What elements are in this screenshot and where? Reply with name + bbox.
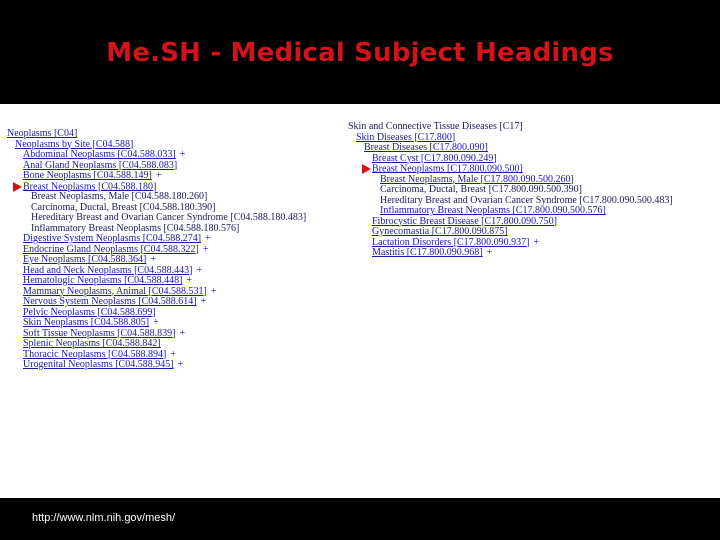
tree-node-label[interactable]: Anal Gland Neoplasms [C04.588.083] (23, 160, 178, 171)
expand-plus-icon[interactable]: + (205, 234, 211, 244)
mesh-tree-panel (0, 104, 720, 498)
expand-plus-icon[interactable]: + (533, 237, 540, 248)
skin-diseases-tree (348, 122, 720, 259)
tree-node-label[interactable]: Hereditary Breast and Ovarian Cancer Syndrome [C04.588.180.483] (31, 213, 307, 223)
tree-node-label[interactable]: Breast Neoplasms, Male [C17.800.090.500.260] (380, 174, 574, 185)
tree-node-label[interactable]: Breast Neoplasms [C17.800.090.500] (372, 164, 523, 175)
tree-node[interactable] (348, 217, 720, 228)
tree-node[interactable] (7, 350, 337, 361)
tree-node[interactable] (7, 213, 337, 224)
tree-node[interactable] (7, 203, 337, 214)
tree-node-label[interactable]: Breast Neoplasms, Male [C04.588.180.260] (31, 192, 208, 202)
tree-node[interactable] (7, 297, 337, 308)
tree-node[interactable] (348, 248, 720, 259)
tree-node-label[interactable]: Mastitis [C17.800.090.968] (372, 248, 483, 258)
tree-node[interactable] (7, 255, 337, 266)
tree-node-label[interactable]: Inflammatory Breast Neoplasms [C17.800.090.500.576] (380, 206, 606, 216)
expand-plus-icon[interactable]: + (179, 150, 186, 160)
expand-plus-icon[interactable]: + (150, 255, 156, 265)
tree-node-label[interactable]: Endocrine Gland Neoplasms [C04.588.322] (23, 244, 199, 255)
tree-node[interactable] (348, 143, 720, 154)
expand-plus-icon[interactable]: + (196, 265, 203, 276)
expand-plus-icon[interactable]: + (186, 276, 193, 286)
tree-node[interactable] (348, 227, 720, 238)
tree-node-label[interactable]: Bone Neoplasms [C04.588.149] (23, 171, 152, 181)
tree-node-label[interactable]: Digestive System Neoplasms [C04.588.274] (23, 234, 202, 244)
tree-node-label[interactable]: Carcinoma, Ductal, Breast [C04.588.180.390] (31, 202, 216, 213)
tree-node[interactable] (348, 196, 720, 207)
neoplasms-tree (7, 129, 337, 371)
tree-node-label[interactable]: Inflammatory Breast Neoplasms [C04.588.180.576] (31, 223, 240, 234)
tree-node[interactable] (348, 133, 720, 144)
tree-node-label[interactable]: Neoplasms by Site [C04.588] (15, 139, 134, 150)
tree-node-label[interactable]: Pelvic Neoplasms [C04.588.699] (23, 307, 156, 318)
tree-node[interactable] (7, 276, 337, 287)
tree-node[interactable] (7, 266, 337, 277)
tree-node[interactable] (7, 245, 337, 256)
expand-plus-icon[interactable]: + (200, 297, 207, 307)
tree-node-label[interactable]: Mammary Neoplasms, Animal [C04.588.531] (23, 286, 207, 297)
tree-node-label[interactable]: Hematologic Neoplasms [C04.588.448] (23, 276, 183, 286)
expand-plus-icon[interactable]: + (210, 286, 217, 297)
tree-node[interactable] (7, 129, 337, 140)
expand-plus-icon[interactable]: + (177, 360, 184, 370)
tree-node-label[interactable]: Hereditary Breast and Ovarian Cancer Syndrome [C17.800.090.500.483] (380, 195, 673, 206)
tree-node[interactable] (7, 224, 337, 235)
expand-plus-icon[interactable]: + (153, 318, 159, 328)
tree-node[interactable] (348, 164, 720, 175)
tree-node[interactable] (348, 206, 720, 217)
tree-node[interactable] (348, 185, 720, 196)
tree-node[interactable] (7, 234, 337, 245)
tree-node[interactable] (7, 161, 337, 172)
red-arrow-icon (13, 182, 22, 192)
tree-node-label[interactable]: Skin Diseases [C17.800] (356, 132, 456, 143)
tree-node-label[interactable]: Breast Diseases [C17.800.090] (364, 143, 488, 153)
tree-node-label[interactable]: Thoracic Neoplasms [C04.588.894] (23, 349, 167, 360)
tree-node[interactable] (7, 182, 337, 193)
tree-node[interactable] (7, 171, 337, 182)
tree-node-label[interactable]: Abdominal Neoplasms [C04.588.033] (23, 150, 176, 160)
tree-node[interactable] (7, 192, 337, 203)
tree-node-label[interactable]: Urogenital Neoplasms [C04.588.945] (23, 360, 174, 370)
tree-node[interactable] (7, 329, 337, 340)
tree-node[interactable] (7, 308, 337, 319)
tree-node[interactable] (7, 339, 337, 350)
tree-node-label[interactable]: Nervous System Neoplasms [C04.588.614] (23, 297, 197, 307)
tree-node-label[interactable]: Soft Tissue Neoplasms [C04.588.839] (23, 328, 176, 339)
tree-node-label[interactable]: Carcinoma, Ductal, Breast [C17.800.090.500.390] (380, 185, 582, 195)
tree-node[interactable] (7, 287, 337, 298)
tree-node[interactable] (7, 150, 337, 161)
tree-node[interactable] (7, 360, 337, 371)
tree-node-label[interactable]: Breast Cyst [C17.800.090.249] (372, 153, 497, 164)
expand-plus-icon[interactable]: + (486, 248, 493, 258)
expand-plus-icon[interactable]: + (179, 328, 186, 339)
tree-node[interactable] (348, 175, 720, 186)
tree-node-label[interactable]: Gynecomastia [C17.800.090.875] (372, 227, 508, 237)
tree-node-label[interactable]: Splenic Neoplasms [C04.588.842] (23, 339, 161, 349)
tree-node[interactable] (348, 238, 720, 249)
expand-plus-icon[interactable]: + (155, 171, 162, 181)
tree-node[interactable] (7, 318, 337, 329)
tree-node-label[interactable]: Skin Neoplasms [C04.588.805] (23, 318, 150, 328)
tree-node[interactable] (348, 122, 720, 133)
tree-node-label[interactable]: Lactation Disorders [C17.800.090.937] (372, 237, 530, 248)
expand-plus-icon[interactable]: + (170, 349, 176, 360)
tree-node-label[interactable]: Eye Neoplasms [C04.588.364] (23, 255, 147, 265)
tree-node-label[interactable]: Breast Neoplasms [C04.588.180] (23, 181, 157, 192)
tree-node-label[interactable]: Skin and Connective Tissue Diseases [C17] (348, 122, 523, 132)
footer-url[interactable]: http://www.nlm.nih.gov/mesh/ (32, 512, 176, 524)
tree-node-label[interactable]: Head and Neck Neoplasms [C04.588.443] (23, 265, 193, 276)
tree-node[interactable] (348, 154, 720, 165)
red-arrow-icon (362, 164, 371, 174)
expand-plus-icon[interactable]: + (202, 244, 209, 255)
tree-node[interactable] (7, 140, 337, 151)
tree-node-label[interactable]: Neoplasms [C04] (7, 129, 78, 139)
tree-node-label[interactable]: Fibrocystic Breast Disease [C17.800.090.750] (372, 216, 557, 227)
slide-title: Me.SH - Medical Subject Headings (106, 38, 614, 68)
